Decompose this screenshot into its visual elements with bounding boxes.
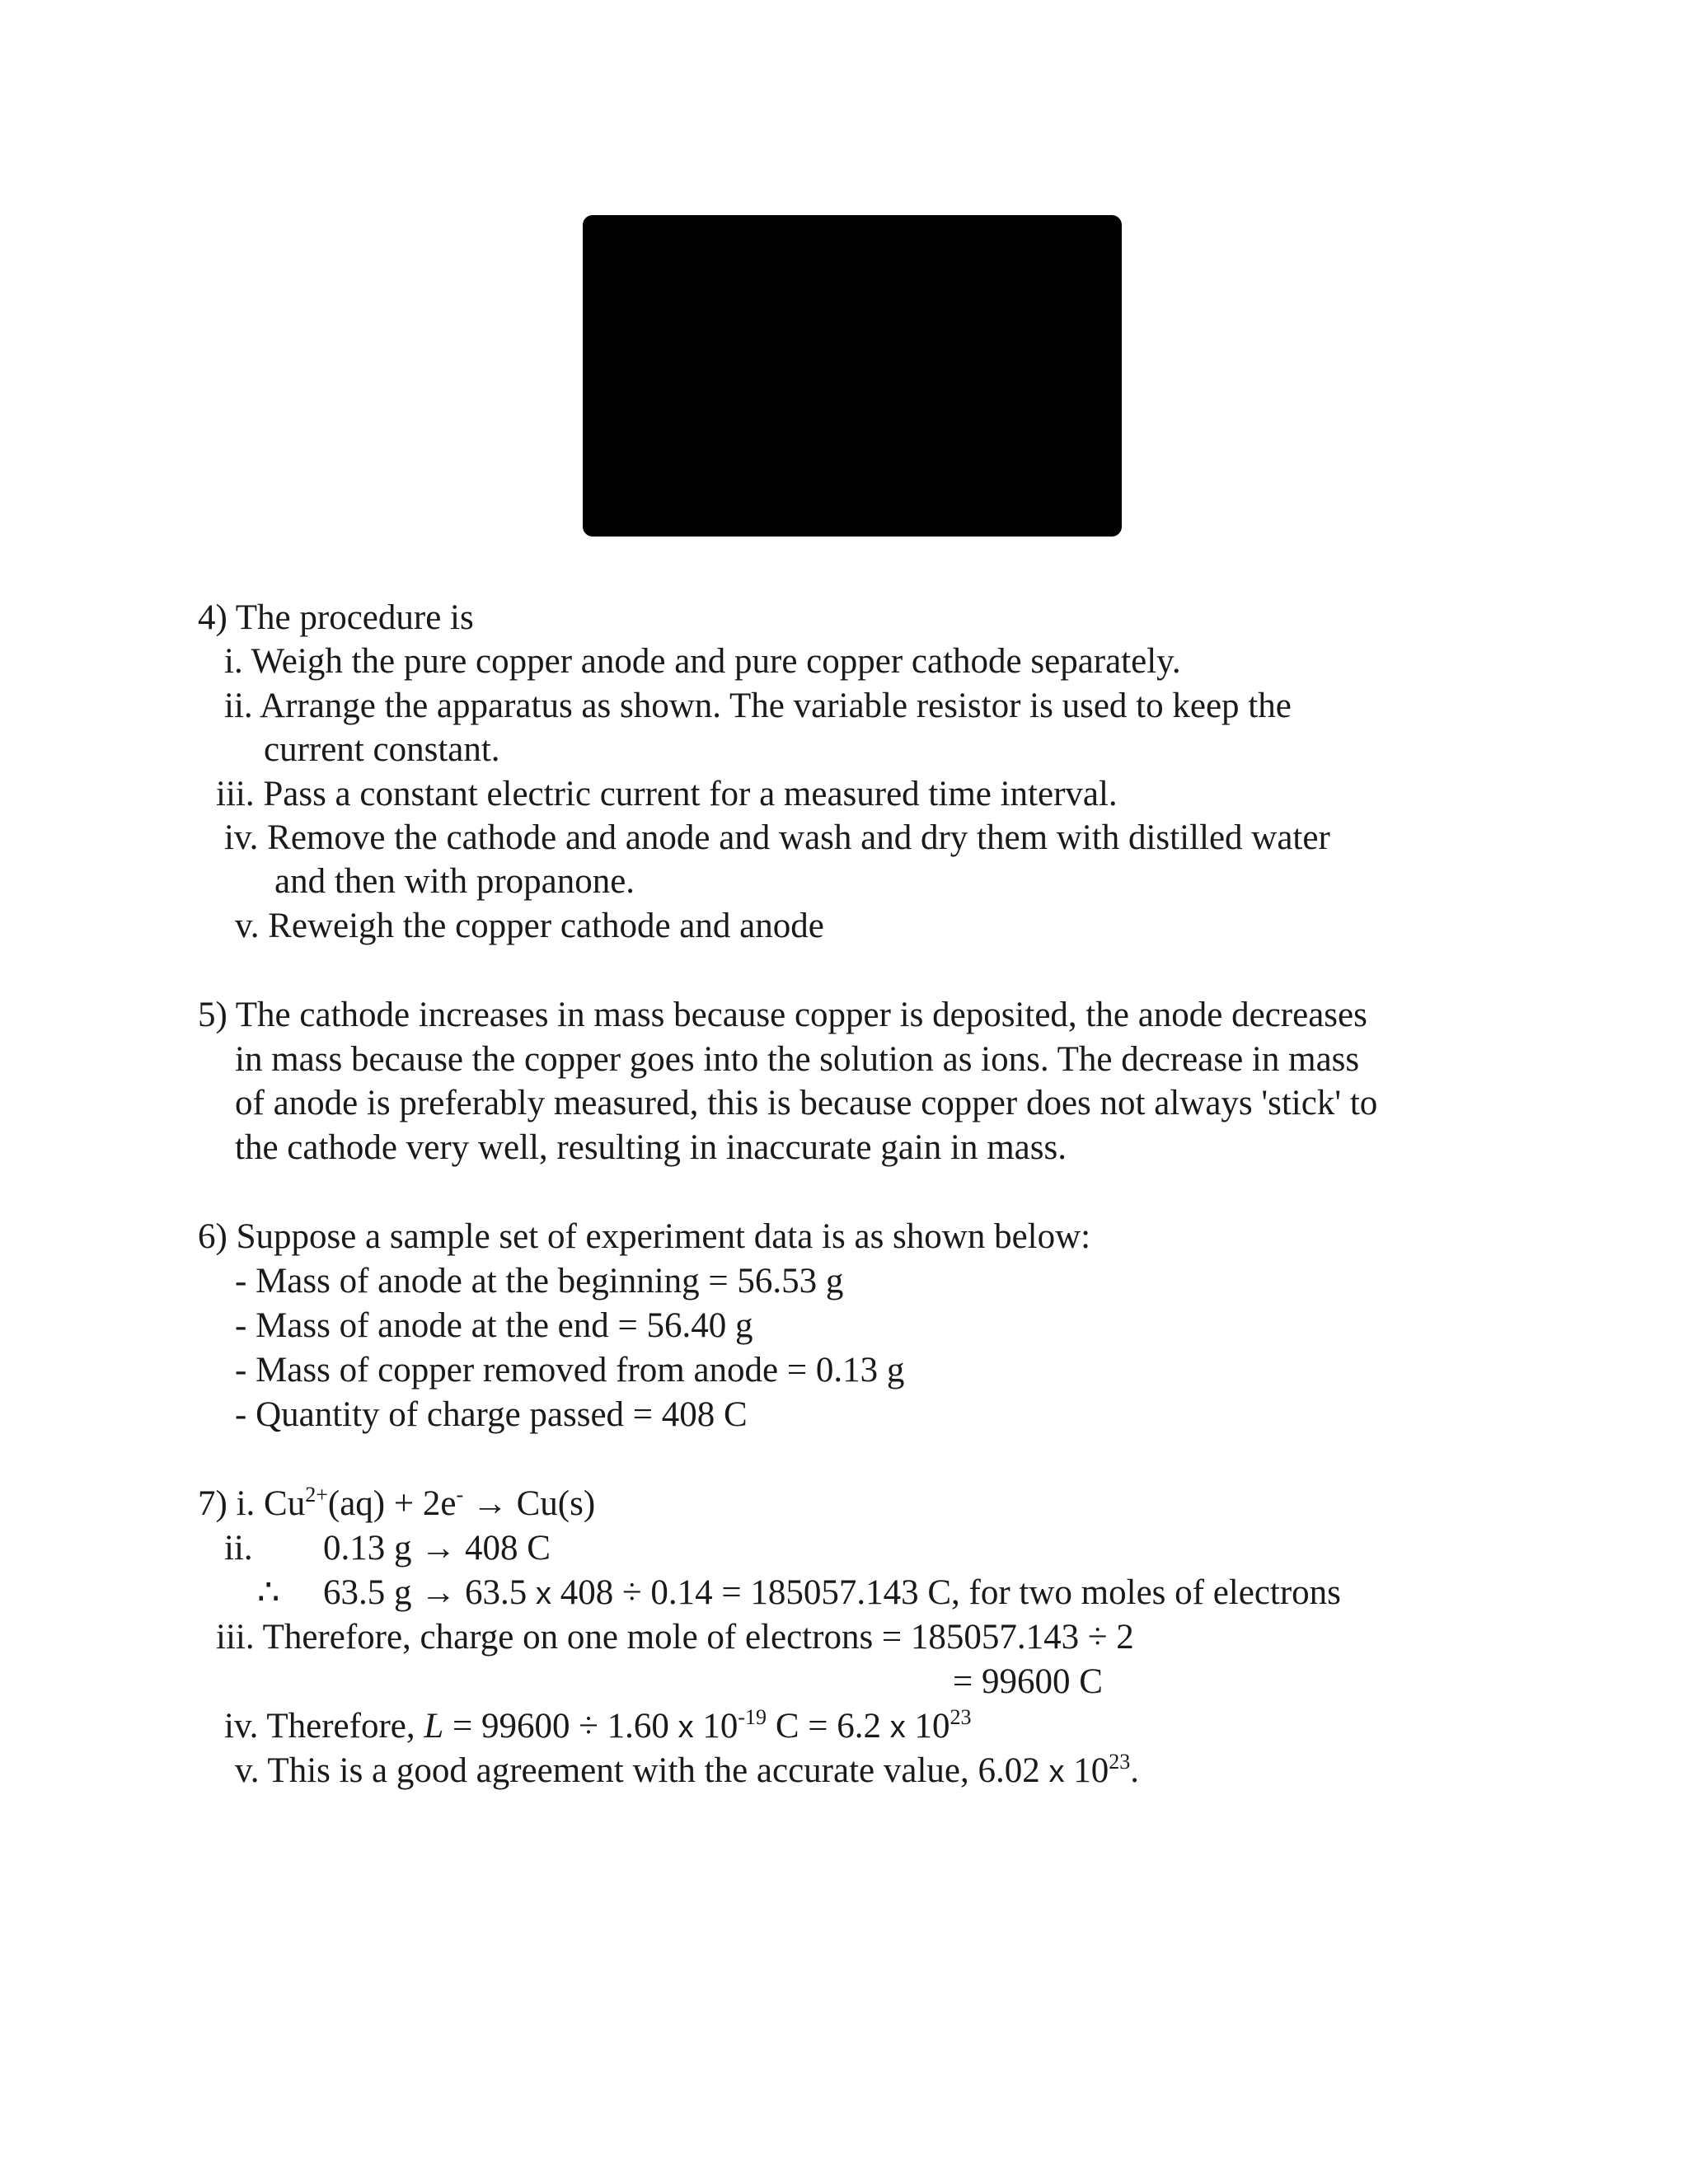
section7-iv-b: = 99600 ÷ 1.60 <box>443 1707 678 1746</box>
section7-i-mid: (aq) + 2e <box>327 1484 457 1523</box>
section6-heading: 6) Suppose a sample set of experiment data is as shown below: <box>198 1217 1091 1256</box>
section7-iv-d: C = 6.2 <box>767 1707 890 1746</box>
section6-item-1: - Mass of anode at the beginning = 56.53 g <box>235 1262 844 1301</box>
section7-ii-label: ii. <box>224 1529 253 1568</box>
section7-v-b: 10 <box>1064 1751 1109 1790</box>
section6-item-3: - Mass of copper removed from anode = 0.13 g <box>235 1351 905 1390</box>
section7-i-equation <box>198 1482 595 1526</box>
section7-iii-result: = 99600 C <box>953 1662 1103 1701</box>
section7-ii-calc <box>323 1571 1341 1616</box>
section4-heading: 4) The procedure is <box>198 598 474 637</box>
section4-step-ii: ii. Arrange the apparatus as shown. The variable resistor is used to keep the <box>224 687 1292 725</box>
section7-ii-calc-b: 408 ÷ 0.14 = 185057.143 C, for two moles of electrons <box>551 1573 1341 1612</box>
section7-iv <box>224 1704 972 1750</box>
section5-line-2: in mass because the copper goes into the solution as ions. The decrease in mass <box>235 1040 1360 1079</box>
section7-iv-exp2: 23 <box>950 1705 972 1729</box>
section7-ii-text: 0.13 g → 408 C <box>323 1529 551 1568</box>
section4-step-iv: iv. Remove the cathode and anode and wash and dry them with distilled water <box>224 818 1330 857</box>
section5-line-1: 5) The cathode increases in mass because copper is deposited, the anode decreases <box>198 996 1367 1034</box>
section6-item-4: - Quantity of charge passed = 408 C <box>235 1395 748 1434</box>
section7-i-prefix: 7) i. Cu <box>198 1484 306 1523</box>
avogadro-symbol: L <box>424 1707 444 1746</box>
multiply-sign: x <box>889 1710 906 1745</box>
section7-v-exp: 23 <box>1109 1750 1131 1774</box>
section4-step-ii-cont: current constant. <box>264 730 500 769</box>
section7-i-sup-electron: - <box>456 1483 464 1507</box>
multiply-sign: x <box>536 1577 551 1611</box>
section7-iv-a: iv. Therefore, <box>224 1707 424 1746</box>
section7-v-a: v. This is a good agreement with the accurate value, 6.02 <box>235 1751 1049 1790</box>
therefore-symbol: ∴ <box>257 1573 280 1612</box>
section4-step-v: v. Reweigh the copper cathode and anode <box>235 907 824 945</box>
section7-iv-exp1: -19 <box>738 1705 767 1729</box>
section7-v <box>235 1749 1139 1794</box>
section4-step-i: i. Weigh the pure copper anode and pure copper cathode separately. <box>224 642 1181 681</box>
multiply-sign: x <box>678 1710 694 1745</box>
section5-line-3: of anode is preferably measured, this is because copper does not always 'stick' to <box>235 1084 1378 1122</box>
section7-v-end: . <box>1130 1751 1139 1790</box>
section7-iv-e: 10 <box>905 1707 950 1746</box>
section7-i-end: → Cu(s) <box>463 1484 596 1523</box>
section7-iii-text: iii. Therefore, charge on one mole of electrons = 185057.143 ÷ 2 <box>216 1618 1134 1657</box>
section7-ii-calc-a: 63.5 g → 63.5 <box>323 1573 536 1612</box>
section7-i-sup-charge: 2+ <box>305 1483 328 1507</box>
section4-step-iv-cont: and then with propanone. <box>274 862 635 901</box>
section4-step-iii: iii. Pass a constant electric current for a measured time interval. <box>216 775 1118 813</box>
redacted-figure <box>583 215 1122 537</box>
multiply-sign: x <box>1048 1755 1065 1789</box>
section5-line-4: the cathode very well, resulting in inaccurate gain in mass. <box>235 1128 1067 1167</box>
section7-iv-c: 10 <box>693 1707 738 1746</box>
section6-item-2: - Mass of anode at the end = 56.40 g <box>235 1306 753 1345</box>
